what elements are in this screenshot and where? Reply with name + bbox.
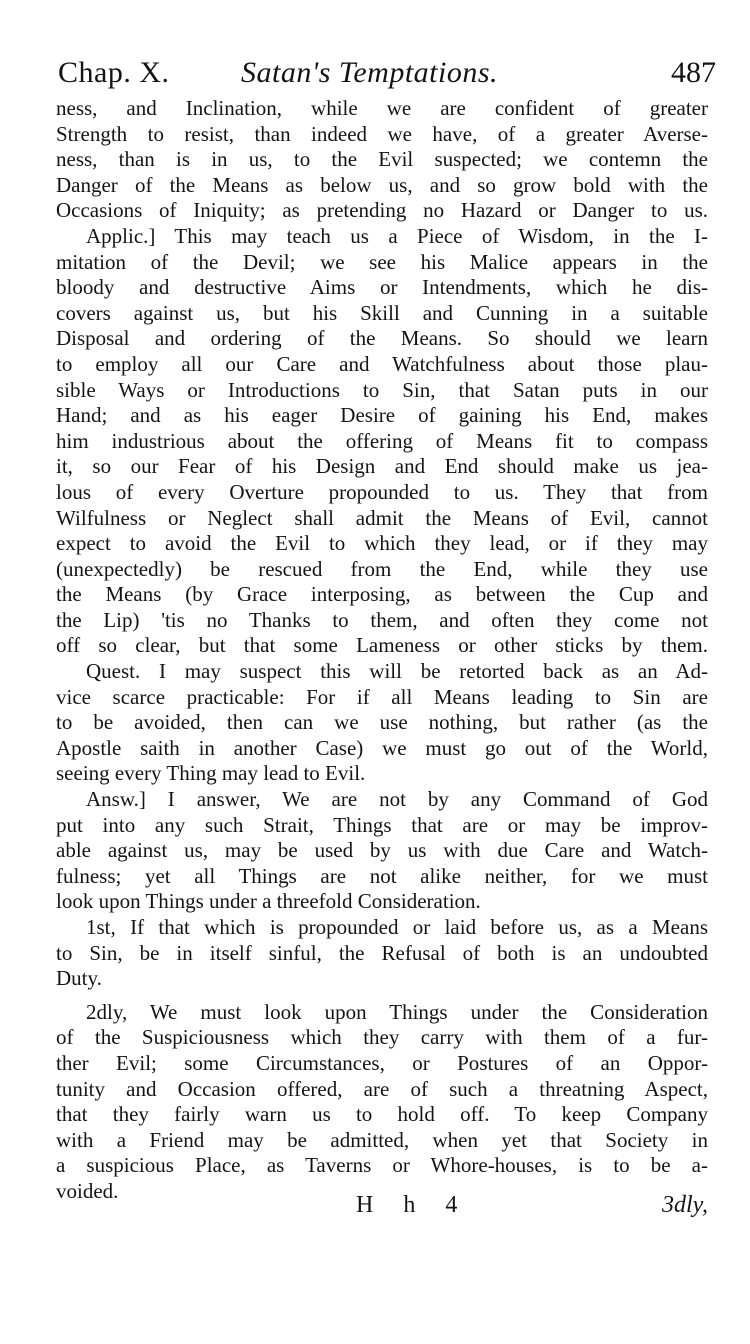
text-line: to Sin, be in itself sinful, the Refusal of both is an undoubted bbox=[56, 940, 708, 965]
signature-mark: H h 4 bbox=[356, 1192, 470, 1218]
text-line: of the Suspiciousness which they carry with them of a fur- bbox=[56, 1025, 708, 1050]
paragraph-applic-start: Applic.] This may teach us a Piece of Wisdom, in the I- bbox=[86, 223, 708, 248]
text-line: (unexpectedly) be rescued from the End, while they use bbox=[56, 556, 708, 581]
text-line: mitation of the Devil; we see his Malice appears in the bbox=[56, 249, 708, 274]
text-line: Strength to resist, than indeed we have, of a greater Averse- bbox=[56, 121, 708, 146]
text-line: fulness; yet all Things are not alike neither, for we must bbox=[56, 863, 708, 888]
text-line: with a Friend may be admitted, when yet that Society in bbox=[56, 1127, 708, 1152]
text-line: Danger of the Means as below us, and so grow bold with the bbox=[56, 172, 708, 197]
body-text bbox=[56, 96, 708, 1205]
text-line: vice scarce practicable: For if all Means leading to Sin are bbox=[56, 684, 708, 709]
text-line: the Lip) 'tis no Thanks to them, and often they come not bbox=[56, 607, 708, 632]
catchword: 3dly, bbox=[662, 1192, 708, 1218]
text-line: Wilfulness or Neglect shall admit the Means of Evil, cannot bbox=[56, 505, 708, 530]
text-line: him industrious about the offering of Means fit to compass bbox=[56, 428, 708, 453]
paragraph-quest-start: Quest. I may suspect this will be retorted back as an Ad- bbox=[86, 659, 708, 684]
paragraph-first-start: 1st, If that which is propounded or laid before us, as a Means bbox=[86, 915, 708, 939]
paragraph-second-start: 2dly, We must look upon Things under the Consideration bbox=[86, 999, 708, 1024]
text-line: bloody and destructive Aims or Intendments, which he dis- bbox=[56, 275, 708, 300]
text-line: lous of every Overture propounded to us. They that from bbox=[56, 479, 708, 504]
text-line: Duty. bbox=[56, 966, 102, 991]
page-number: 487 bbox=[671, 56, 716, 89]
text-line: a suspicious Place, as Taverns or Whore-houses, is to be a- bbox=[56, 1153, 708, 1178]
text-line: ther Evil; some Circumstances, or Postures of an Oppor- bbox=[56, 1050, 708, 1075]
text-line: Hand; and as his eager Desire of gaining his End, makes bbox=[56, 403, 708, 428]
running-header bbox=[58, 52, 716, 100]
text-line: ness, than is in us, to the Evil suspected; we contemn the bbox=[56, 147, 708, 172]
page-footer bbox=[56, 1192, 708, 1226]
text-line: to employ all our Care and Watchfulness about those plau- bbox=[56, 351, 708, 376]
text-line: it, so our Fear of his Design and End should make us jea- bbox=[56, 454, 708, 479]
text-line: able against us, may be used by us with due Care and Watch- bbox=[56, 838, 708, 863]
running-title: Satan's Temptations. bbox=[241, 56, 499, 89]
chapter-label: Chap. X. bbox=[58, 56, 170, 89]
text-line: to be avoided, then can we use nothing, but rather (as the bbox=[56, 710, 708, 735]
paragraph-answ-start: Answ.] I answer, We are not by any Command of God bbox=[86, 787, 708, 812]
text-line: seeing every Thing may lead to Evil. bbox=[56, 761, 366, 786]
text-line: sible Ways or Introductions to Sin, that Satan puts in our bbox=[56, 377, 708, 402]
text-line: expect to avoid the Evil to which they lead, or if they may bbox=[56, 531, 708, 556]
text-line: put into any such Strait, Things that are or may be improv- bbox=[56, 812, 708, 837]
text-line: Apostle saith in another Case) we must go out of the World, bbox=[56, 735, 708, 760]
text-line: covers against us, but his Skill and Cunning in a suitable bbox=[56, 300, 708, 325]
text-line: Disposal and ordering of the Means. So should we learn bbox=[56, 326, 708, 351]
text-line: voided. bbox=[56, 1178, 119, 1203]
text-line: ness, and Inclination, while we are confident of greater bbox=[56, 96, 708, 120]
text-line: look upon Things under a threefold Consideration. bbox=[56, 889, 481, 914]
text-line: the Means (by Grace interposing, as between the Cup and bbox=[56, 582, 708, 607]
text-line: Occasions of Iniquity; as pretending no Hazard or Danger to us. bbox=[56, 198, 708, 223]
text-line: that they fairly warn us to hold off. To keep Company bbox=[56, 1102, 708, 1127]
text-line: off so clear, but that some Lameness or other sticks by them. bbox=[56, 633, 708, 658]
text-line: tunity and Occasion offered, are of such a threatning Aspect, bbox=[56, 1076, 708, 1101]
